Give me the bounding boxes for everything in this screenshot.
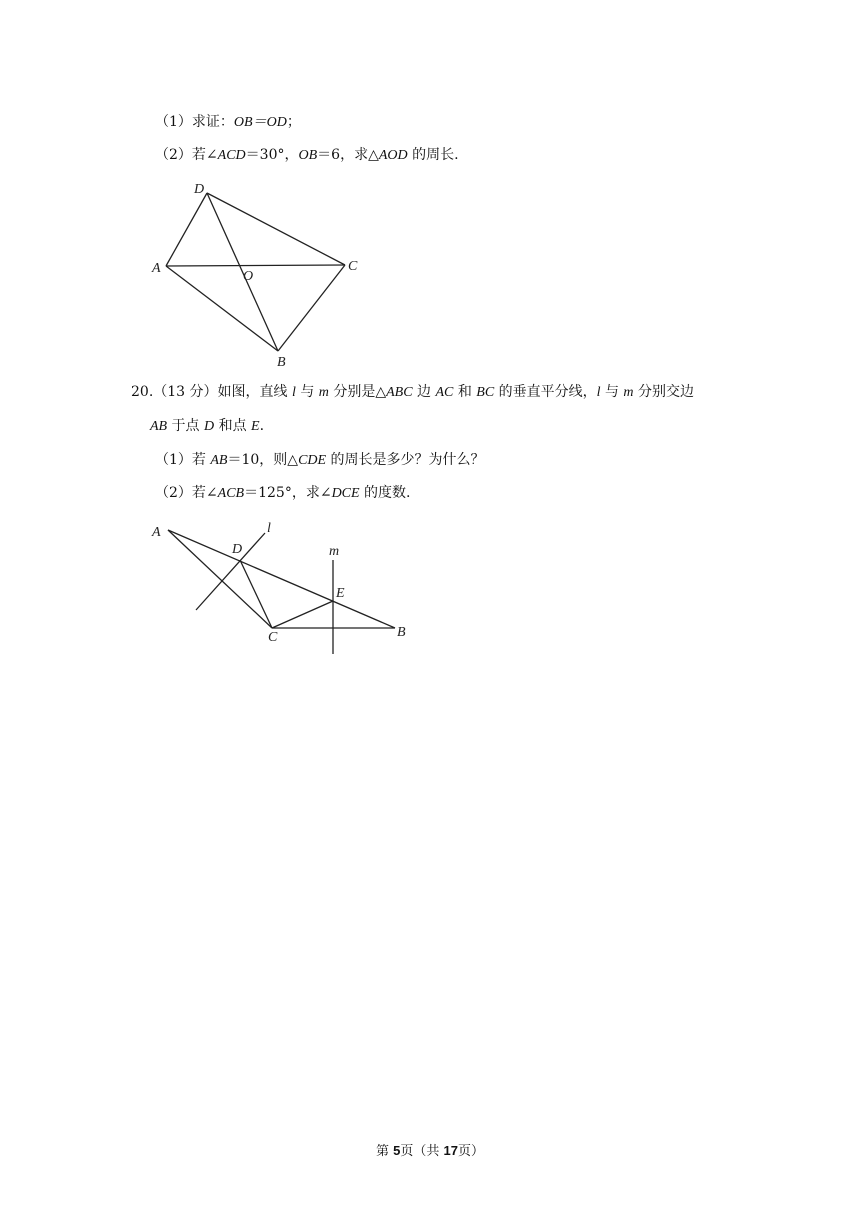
q20-label-a: A [152, 525, 161, 540]
q19-part2: （2）若∠ACD＝30°，OB＝6，求△AOD 的周长. [155, 147, 459, 163]
q20-part1: （1）若 AB＝10，则△CDE 的周长是多少？为什么？ [155, 452, 485, 468]
page-number: 5 [393, 1143, 401, 1158]
total-pages: 17 [443, 1143, 458, 1158]
q19-label-o: O [243, 269, 254, 284]
q19-label-a: A [152, 261, 161, 276]
q20-label-b: B [397, 625, 406, 640]
q19-part1: （1）求证：OB＝OD； [155, 114, 301, 130]
q20-label-m: m [329, 544, 340, 559]
q20-label-c: C [268, 630, 278, 645]
page-footer: 第 5页（共 17页） [376, 1143, 484, 1159]
q20-label-e: E [336, 586, 345, 601]
q20-stem-line2: AB 于点 D 和点 E. [150, 418, 265, 434]
q19-label-d: D [194, 182, 205, 197]
q20-label-l: l [267, 521, 271, 536]
q20-part2: （2）若∠ACB＝125°，求∠DCE 的度数. [155, 485, 411, 501]
q19-label-b: B [277, 355, 286, 370]
q20-label-d: D [232, 542, 243, 557]
q19-label-c: C [348, 259, 358, 274]
q20-stem-line1: 20.（13 分）如图，直线 l 与 m 分别是△ABC 边 AC 和 BC 的垂直平分线，l 与 m 分别交边 [131, 384, 694, 400]
